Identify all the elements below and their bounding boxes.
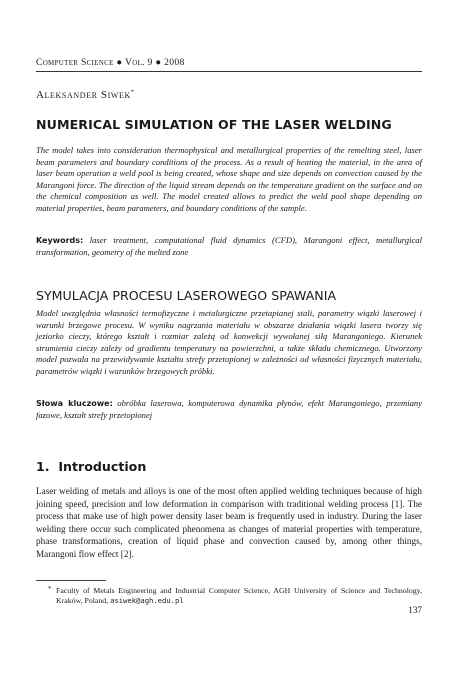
paper-title: NUMERICAL SIMULATION OF THE LASER WELDING — [36, 117, 392, 132]
keywords — [36, 235, 422, 258]
author-email-link[interactable]: asiwek@agh.edu.pl — [110, 596, 184, 606]
introduction-paragraph: Laser welding of metals and alloys is one of the most often applied welding techniques because of high joining speed, precision and low deformation in comparison with traditional welding process [1]. The process that make use of high power density laser beam is frequently used in industry. During the laser welding there occur such complicated phenomena as changes of material properties with temperature, phase transformations, creation of liquid phase and convection caused by, among other things, Marangoni flow effect [2]. — [36, 486, 422, 559]
author-footnote-mark[interactable]: * — [130, 89, 135, 96]
header-separator: ● — [152, 57, 165, 68]
section-title: Introduction — [58, 459, 147, 474]
keywords-text: laser treatment, computational fluid dynamics (CFD), Marangoni effect, metallurgical transformation, geometry of the melted zone — [36, 235, 422, 257]
author-name: Aleksander Siwek — [36, 89, 131, 101]
page-number: 137 — [408, 605, 422, 615]
keywords-polish-text: obróbka laserowa, komputerowa dynamika płynów, efekt Marangoniego, przemiany fazowe, kształt strefy przetopionej — [36, 398, 423, 420]
author-line — [36, 89, 134, 101]
keywords-label: Keywords: — [36, 236, 84, 245]
journal-year: 2008 — [164, 57, 185, 68]
abstract: The model takes into consideration thermophysical and metallurgical properties of the remelting steel, laser beam parameters and boundary conditions of the process. As a result of heating the material, in the area of laser beam operation a weld pool is being created, whose shape and size depends on convection caused by the Marangoni force. The direction of the liquid stream depends on the temperature gradient on the surface and on the chemical composition as well. The model created allows to predict the weld pool shape depending on material properties, beam parameters, and boundary conditions of the sample. — [36, 145, 422, 213]
section-heading — [36, 459, 422, 474]
section-number: 1. — [36, 459, 50, 474]
footnote-text: Faculty of Metals Engineering and Industrial Computer Science, AGH University of Science and Technology, Kraków, Poland, — [56, 586, 422, 606]
footnote-divider — [36, 580, 106, 581]
header-separator: ● — [113, 57, 125, 68]
running-header — [36, 57, 422, 72]
paper-title-polish: SYMULACJA PROCESU LASEROWEGO SPAWANIA — [36, 288, 337, 303]
keywords-polish-label: Słowa kluczowe: — [36, 399, 113, 408]
journal-name: Computer Science — [36, 57, 114, 68]
journal-volume: Vol. 9 — [125, 57, 153, 68]
keywords-polish — [36, 398, 422, 421]
footnote — [48, 585, 422, 607]
footnote-mark: * — [48, 585, 52, 593]
abstract-polish: Model uwzględnia własności termofizyczne i metalurgiczne przetapianej stali, parametry wiązki laserowej i warunki brzegowe procesu. W wyniku nagrzania materiału w obszarze działania wiązki lasera tworzy się jeziorko cieczy, którego kształt i rozmiar zależą od konwekcji wywołanej siłą Marangoniego. Kierunek strumienia cieczy zależy od gradientu temperatury na powierzchni, a także składu chemicznego. Utworzony model pozwala na przewidywanie kształtu strefy przetopionej w zależności od własności fizycznych materiału, parametrów wiązki i warunków brzegowych próbki. — [36, 308, 422, 376]
